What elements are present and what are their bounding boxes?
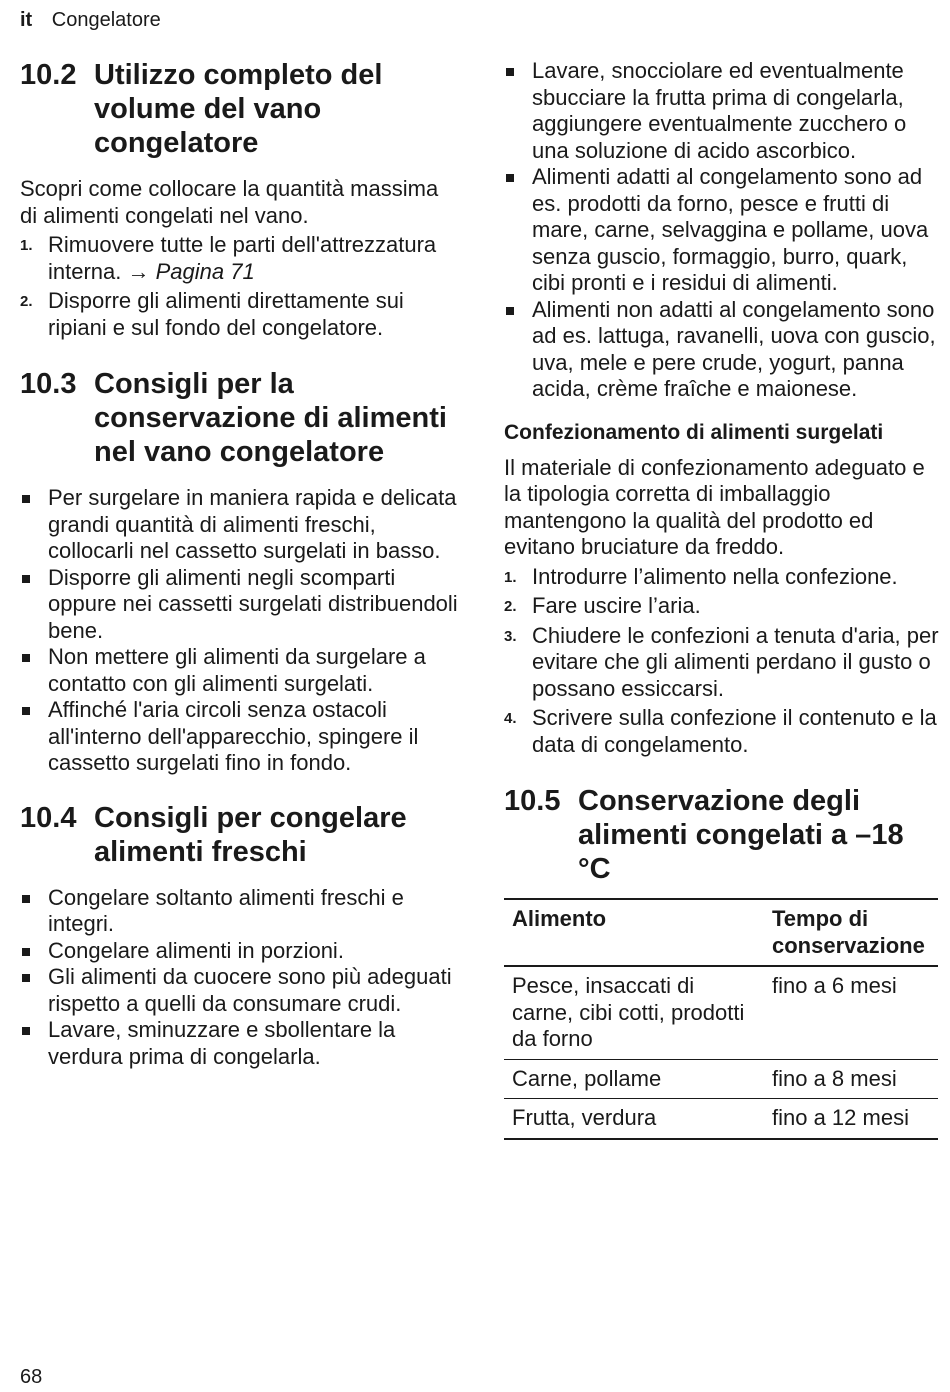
bullet-item: Non mettere gli alimenti da surgelare a contatto con gli alimenti surgelati. (20, 644, 460, 697)
section-10-3-heading (20, 367, 460, 469)
step-number: 1. (504, 568, 517, 586)
step-text: Introdurre l’alimento nella confezione. (532, 563, 898, 589)
table-header-row (504, 899, 938, 966)
section-title: Consigli per congelare alimenti freschi (94, 801, 407, 868)
bullet-item: Congelare soltanto alimenti freschi e integri. (20, 885, 460, 938)
table-cell: Pesce, insaccati di carne, cibi cotti, prodotti da forno (512, 973, 745, 1051)
packaging-heading: Confezionamento di alimenti surgelati (504, 420, 884, 444)
step-text: Rimuovere tutte le parti dell'attrezzatura interna. (48, 232, 437, 284)
step-item (504, 564, 940, 591)
table-cell: fino a 8 mesi (772, 1065, 897, 1091)
storage-time-table (504, 898, 938, 1140)
chapter-title: Congelatore (51, 9, 161, 31)
bullet-item: Affinché l'aria circoli senza ostacoli all'interno dell'apparecchio, spingere il cassetto surgelati fino in fondo. (20, 697, 460, 777)
step-number: 4. (504, 710, 517, 727)
section-10-2-intro: Scopri come collocare la quantità massima di alimenti congelati nel vano. (20, 176, 439, 228)
step-item (504, 623, 940, 703)
step-item (504, 593, 940, 620)
section-10-4-bullets-left (20, 885, 460, 1071)
table-cell: Frutta, verdura (512, 1105, 657, 1130)
packaging-steps (504, 564, 940, 759)
bullet-item: Per surgelare in maniera rapida e delicata grandi quantità di alimenti freschi, collocarli nel cassetto surgelati in basso. (20, 485, 460, 565)
table-row (504, 1059, 938, 1099)
section-10-2-heading (20, 58, 460, 160)
bullet-item: Alimenti adatti al congelamento sono ad es. prodotti da forno, pesce e frutti di mare, carne, selvaggina e pollame, uova senza guscio, formaggio, burro, quark, cibi pronti e i residui di alimenti. (504, 164, 940, 297)
table-cell: fino a 6 mesi (772, 973, 897, 998)
bullet-item: Lavare, snocciolare ed eventualmente sbucciare la frutta prima di congelarla, aggiungere eventualmente zucchero o una soluzione di acido ascorbico. (504, 58, 940, 164)
table-cell: fino a 12 mesi (772, 1105, 909, 1130)
right-column (504, 58, 940, 1140)
step-number: 2. (504, 598, 517, 615)
section-number: 10.4 (20, 801, 77, 834)
section-number: 10.3 (20, 368, 77, 400)
column-header-storage-time: Tempo di conservazione (772, 906, 925, 958)
step-number: 1. (20, 237, 33, 254)
page-header (20, 9, 161, 32)
section-10-5-heading (504, 784, 940, 886)
step-text: Fare uscire l’aria. (532, 593, 701, 618)
column-header-food: Alimento (512, 906, 607, 931)
section-number: 10.5 (504, 785, 561, 817)
bullet-item: Gli alimenti da cuocere sono più adeguati rispetto a quelli da consumare crudi. (20, 964, 460, 1017)
table-cell: Carne, pollame (512, 1065, 662, 1091)
page-number: 68 (20, 1366, 43, 1388)
left-column (20, 58, 460, 1070)
bullet-item: Disporre gli alimenti negli scomparti oppure nei cassetti surgelati distribuendoli bene. (20, 565, 460, 645)
section-10-2-steps (20, 232, 460, 341)
bullet-item: Lavare, sminuzzare e sbollentare la verdura prima di congelarla. (20, 1017, 460, 1070)
step-text: Disporre gli alimenti direttamente sui ripiani e sul fondo del congelatore. (48, 288, 404, 340)
section-title: Consigli per la conservazione di alimenti nel vano congelatore (94, 368, 447, 468)
step-text: Scrivere sulla confezione il contenuto e la data di congelamento. (532, 705, 937, 757)
bullet-item: Congelare alimenti in porzioni. (20, 938, 460, 965)
bullet-item: Alimenti non adatti al congelamento sono ad es. lattuga, ravanelli, uova con guscio, uva, mele e pere crude, yogurt, panna acida, crème fraîche e maionese. (504, 297, 940, 403)
step-text: Chiudere le confezioni a tenuta d'aria, per evitare che gli alimenti perdano il gusto o possano essiccarsi. (532, 622, 939, 701)
section-10-3-bullets (20, 485, 460, 777)
section-10-4-heading (20, 801, 460, 869)
section-number: 10.2 (20, 59, 77, 91)
page-link[interactable]: → Pagina 71 (127, 258, 255, 284)
section-10-4-bullets-right (504, 58, 940, 403)
section-title: Conservazione degli alimenti congelati a –18 °C (578, 785, 904, 885)
step-number: 2. (20, 293, 33, 310)
step-number: 3. (504, 627, 517, 645)
step-item (20, 288, 460, 341)
step-item (504, 705, 940, 758)
step-item (20, 232, 460, 285)
language-code: it (20, 9, 33, 31)
section-title: Utilizzo completo del volume del vano congelatore (94, 59, 383, 159)
table-row (504, 1099, 938, 1139)
table-row (504, 966, 938, 1059)
packaging-intro: Il materiale di confezionamento adeguato e la tipologia corretta di imballaggio mantengono la qualità del prodotto ed evitano bruciature da freddo. (504, 454, 925, 559)
